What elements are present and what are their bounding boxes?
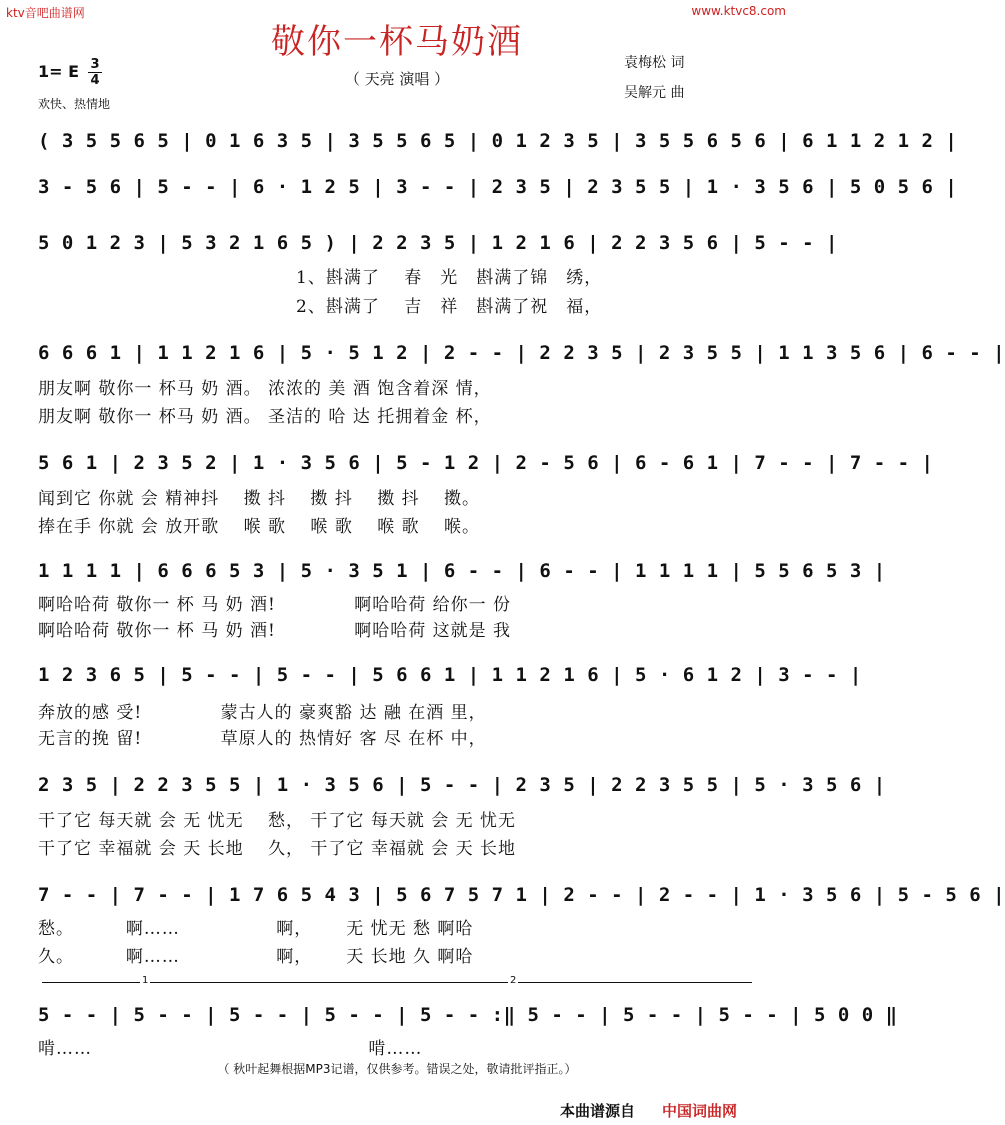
source-site-link[interactable]: 中国词曲网 bbox=[662, 1102, 738, 1120]
notation-line-7: 1 2 3 6 5 | 5 - - | 5 - - | 5 6 6 1 | 1 1 2 1 6 | 5 · 6 1 2 | 3 - - | bbox=[38, 664, 862, 686]
time-signature bbox=[88, 58, 102, 87]
lyric-line-4-verse-1: 朋友啊 敬你一 杯马 奶 酒。 浓浓的 美 酒 饱含着深 情， bbox=[38, 379, 492, 399]
song-title: 敬你一杯马奶酒 bbox=[271, 22, 523, 62]
tempo-marking: 欢快、热情地 bbox=[38, 97, 111, 111]
source-label: 本曲谱源自 bbox=[560, 1102, 636, 1120]
time-signature-top: 3 bbox=[90, 57, 100, 72]
lyric-line-3-verse-1: 1、斟满了 春 光 斟满了锦 绣， bbox=[296, 268, 603, 288]
lyric-line-6-verse-1: 啊哈哈荷 敬你一 杯 马 奶 酒! 啊哈哈荷 给你一 份 bbox=[38, 595, 512, 615]
performer-subtitle: （ 天亮 演唱 ） bbox=[344, 70, 450, 88]
notation-line-4: 6 6 6 1 | 1 1 2 1 6 | 5 · 5 1 2 | 2 - - | 2 2 3 5 | 2 3 5 5 | 1 1 3 5 6 | 6 - - | bbox=[38, 342, 1005, 364]
volta-brackets bbox=[42, 975, 752, 993]
lyric-line-7-verse-2: 无言的挽 留! 草原人的 热情好 客 尽 在杯 中， bbox=[38, 729, 487, 749]
volta-1-label: 1 bbox=[142, 975, 149, 986]
lyric-line-5-verse-2: 捧在手 你就 会 放开歌 喉 歌 喉 歌 喉 歌 喉。 bbox=[38, 517, 481, 537]
lyric-line-8-verse-1: 干了它 每天就 会 无 忧无 愁， 干了它 每天就 会 无 忧无 bbox=[38, 811, 517, 831]
lyric-line-5-verse-1: 闻到它 你就 会 精神抖 擞 抖 擞 抖 擞 抖 擞。 bbox=[38, 489, 481, 509]
lyricist-credit: 袁梅松 词 bbox=[624, 55, 685, 71]
site-watermark-left: ktv音吧曲谱网 bbox=[6, 6, 85, 20]
lyric-line-8-verse-2: 干了它 幸福就 会 天 长地 久， 干了它 幸福就 会 天 长地 bbox=[38, 839, 517, 859]
notation-line-5: 5 6 1 | 2 3 5 2 | 1 · 3 5 6 | 5 - 1 2 | 2 - 5 6 | 6 - 6 1 | 7 - - | 7 - - | bbox=[38, 452, 934, 474]
lyric-line-7-verse-1: 奔放的感 受! 蒙古人的 豪爽豁 达 融 在酒 里， bbox=[38, 703, 487, 723]
composer-credit: 吴解元 曲 bbox=[624, 85, 685, 101]
key-signature: 1= E bbox=[38, 62, 80, 81]
transcription-note: （ 秋叶起舞根据MP3记谱，仅供参考。错误之处，敬请批评指正。） bbox=[217, 1062, 577, 1076]
notation-line-2: 3 - 5 6 | 5 - - | 6 · 1 2 5 | 3 - - | 2 3 5 | 2 3 5 5 | 1 · 3 5 6 | 5 0 5 6 | bbox=[38, 176, 958, 198]
lyric-line-6-verse-2: 啊哈哈荷 敬你一 杯 马 奶 酒! 啊哈哈荷 这就是 我 bbox=[38, 621, 512, 641]
volta-2-label: 2 bbox=[510, 975, 517, 986]
notation-line-6: 1 1 1 1 | 6 6 6 5 3 | 5 · 3 5 1 | 6 - - | 6 - - | 1 1 1 1 | 5 5 6 5 3 | bbox=[38, 560, 886, 582]
site-watermark-right: www.ktvc8.com bbox=[691, 4, 786, 18]
lyric-line-3-verse-2: 2、斟满了 吉 祥 斟满了祝 福， bbox=[296, 297, 603, 317]
lyric-line-9-verse-2: 久。 啊…… 啊， 天 长地 久 啊哈 bbox=[38, 947, 474, 967]
notation-line-8: 2 3 5 | 2 2 3 5 5 | 1 · 3 5 6 | 5 - - | 2 3 5 | 2 2 3 5 5 | 5 · 3 5 6 | bbox=[38, 774, 886, 796]
time-signature-bottom: 4 bbox=[90, 73, 100, 88]
lyric-line-9-verse-1: 愁。 啊…… 啊， 无 忧无 愁 啊哈 bbox=[38, 919, 474, 939]
lyric-line-4-verse-2: 朋友啊 敬你一 杯马 奶 酒。 圣洁的 哈 达 托拥着金 杯， bbox=[38, 407, 492, 427]
lyric-line-10: 啃…… 啃…… bbox=[38, 1039, 423, 1059]
notation-line-1: ( 3 5 5 6 5 | 0 1 6 3 5 | 3 5 5 6 5 | 0 1 2 3 5 | 3 5 5 6 5 6 | 6 1 1 2 1 2 | bbox=[38, 130, 958, 152]
notation-line-3: 5 0 1 2 3 | 5 3 2 1 6 5 ) | 2 2 3 5 | 1 2 1 6 | 2 2 3 5 6 | 5 - - | bbox=[38, 232, 838, 254]
notation-line-10: 5 - - | 5 - - | 5 - - | 5 - - | 5 - - :‖ 5 - - | 5 - - | 5 - - | 5 0 0 ‖ bbox=[38, 1004, 898, 1026]
notation-line-9: 7 - - | 7 - - | 1 7 6 5 4 3 | 5 6 7 5 7 1 | 2 - - | 2 - - | 1 · 3 5 6 | 5 - 5 6 | bbox=[38, 884, 1005, 906]
